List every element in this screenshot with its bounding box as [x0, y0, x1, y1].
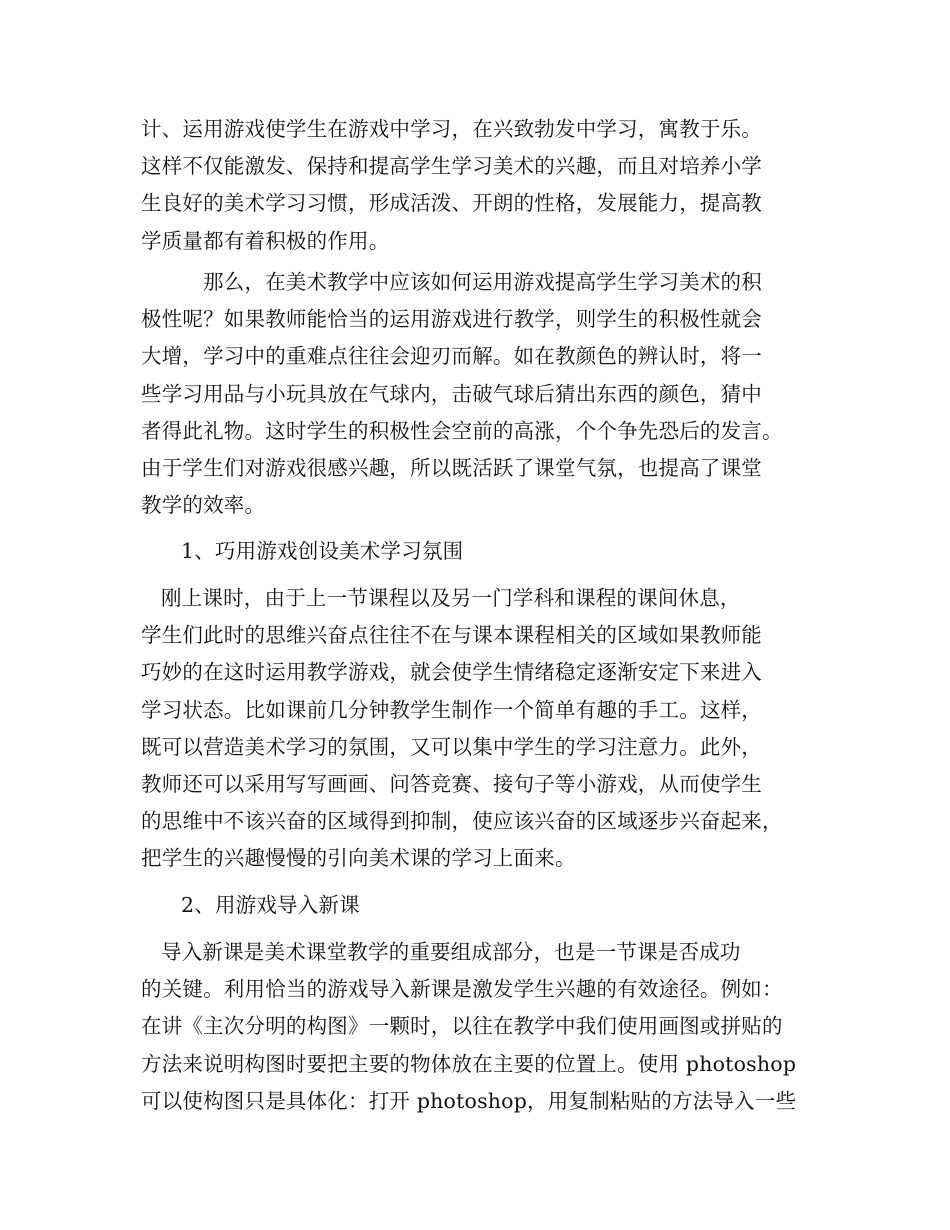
- paragraph-line: 计、运用游戏使学生在游戏中学习，在兴致勃发中学习，寓教于乐。: [141, 117, 762, 141]
- paragraph-line: 这样不仅能激发、保持和提高学生学习美术的兴趣，而且对培养小学: [141, 154, 762, 179]
- paragraph-line: 方法来说明构图时要把主要的物体放在主要的位置上。使用 photoshop: [141, 1051, 797, 1076]
- paragraph-1: [141, 111, 821, 260]
- paragraph-3: [141, 580, 821, 878]
- section-heading-2: [141, 887, 821, 924]
- paragraph-line: 把学生的兴趣慢慢的引向美术课的学习上面来。: [141, 846, 576, 871]
- section-heading: 1、巧用游戏创设美术学习氛围: [181, 539, 464, 563]
- paragraph-line: 刚上课时，由于上一节课程以及另一门学科和课程的课间休息，: [161, 586, 741, 610]
- paragraph-line: 者得此礼物。这时学生的积极性会空前的高涨，个个争先恐后的发言。: [141, 418, 783, 443]
- paragraph-line: 在讲《主次分明的构图》一颗时，以往在教学中我们使用画图或拼贴的: [141, 1014, 783, 1039]
- paragraph-line: 些学习用品与小玩具放在气球内，击破气球后猜出东西的颜色，猜中: [141, 381, 762, 406]
- paragraph-line: 那么，在美术教学中应该如何运用游戏提高学生学习美术的积: [203, 270, 762, 294]
- section-heading: 2、用游戏导入新课: [181, 893, 360, 917]
- paragraph-line: 既可以营造美术学习的氛围，又可以集中学生的学习注意力。此外，: [141, 734, 762, 759]
- paragraph-line: 学生们此时的思维兴奋点往往不在与课本课程相关的区域如果教师能: [141, 623, 762, 648]
- paragraph-line: 导入新课是美术课堂教学的重要组成部分，也是一节课是否成功: [161, 940, 741, 964]
- paragraph-line: 生良好的美术学习习惯，形成活泼、开朗的性格，发展能力，提高教: [141, 191, 762, 216]
- paragraph-line: 教学的效率。: [141, 493, 266, 518]
- paragraph-line: 学质量都有着积极的作用。: [141, 228, 390, 253]
- paragraph-2: [141, 264, 821, 524]
- paragraph-line: 的思维中不该兴奋的区域得到抑制，使应该兴奋的区域逐步兴奋起来，: [141, 809, 783, 834]
- paragraph-4: [141, 934, 821, 1120]
- paragraph-line: 由于学生们对游戏很感兴趣，所以既活跃了课堂气氛，也提高了课堂: [141, 455, 762, 480]
- paragraph-line: 极性呢？如果教师能恰当的运用游戏进行教学，则学生的积极性就会: [141, 307, 762, 332]
- paragraph-line: 教师还可以采用写写画画、问答竞赛、接句子等小游戏，从而使学生: [141, 771, 762, 796]
- paragraph-line: 学习状态。比如课前几分钟教学生制作一个简单有趣的手工。这样，: [141, 697, 762, 722]
- paragraph-line: 的关键。利用恰当的游戏导入新课是激发学生兴趣的有效途径。例如：: [141, 977, 783, 1002]
- section-heading-1: [141, 533, 821, 570]
- paragraph-line: 巧妙的在这时运用教学游戏，就会使学生情绪稳定逐渐安定下来进入: [141, 660, 762, 685]
- paragraph-line: 大增，学习中的重难点往往会迎刃而解。如在教颜色的辨认时，将一: [141, 344, 762, 369]
- paragraph-line: 可以使构图只是具体化：打开 photoshop，用复制粘贴的方法导入一些: [141, 1088, 797, 1113]
